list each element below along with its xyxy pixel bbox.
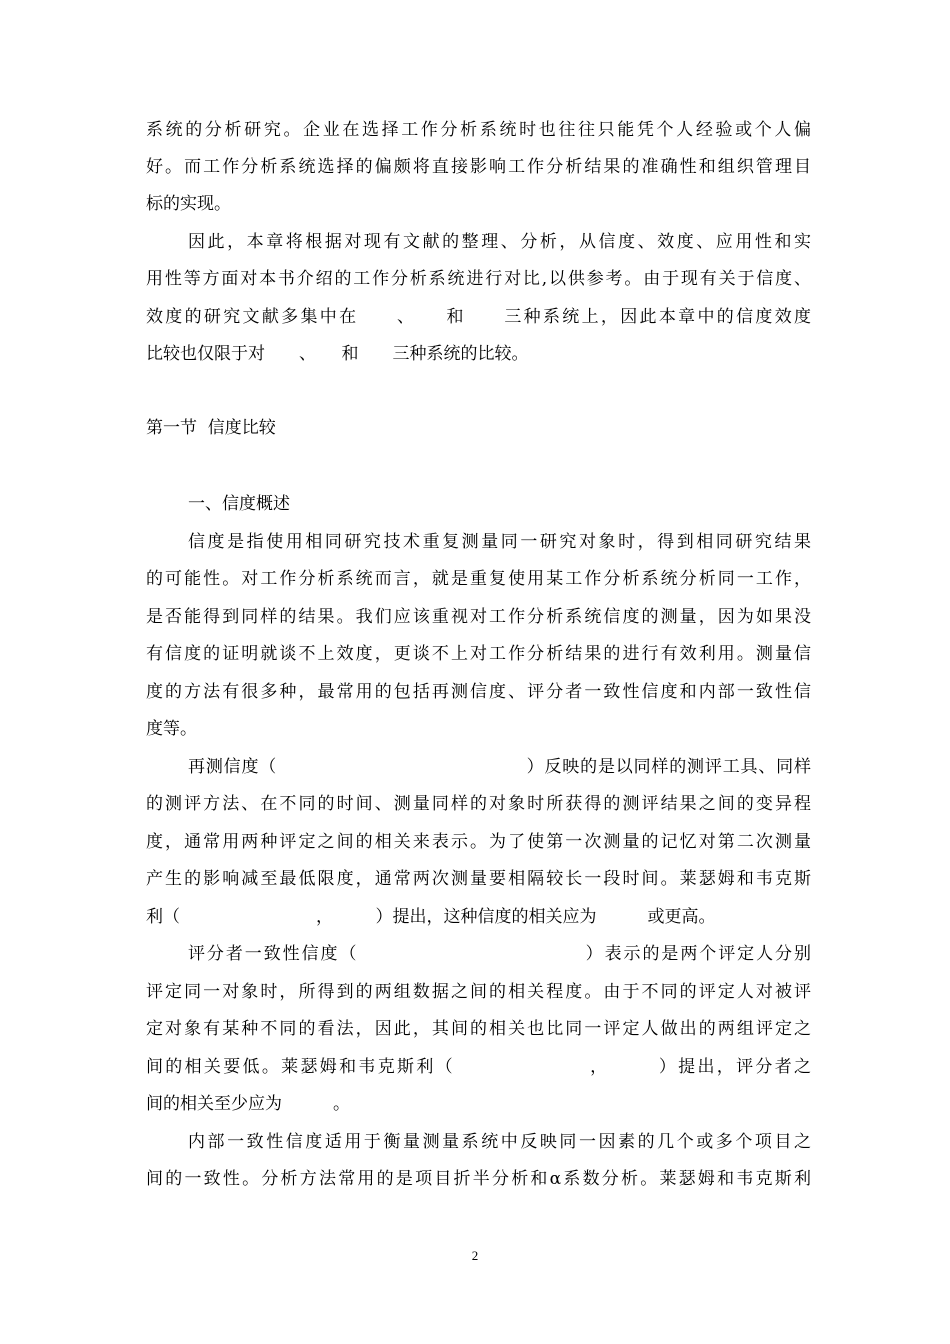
body-text-line: 度等。 [146,719,197,739]
body-text-line: 是否能得到同样的结果。我们应该重视对工作分析系统信度的测量，因为如果没 [146,607,811,627]
subsection-heading: 一、信度概述 [188,494,290,514]
body-text-line: 评分者一致性信度（ ）表示的是两个评定人分别 [188,944,811,964]
body-text-line: 度的方法有很多种，最常用的包括再测信度、评分者一致性信度和内部一致性信 [146,682,811,702]
body-text-line: 评定同一对象时，所得到的两组数据之间的相关程度。由于不同的评定人对被评 [146,982,811,1002]
body-text-line: 定对象有某种不同的看法，因此，其间的相关也比同一评定人做出的两组评定之 [146,1019,811,1039]
body-text-line: 因此，本章将根据对现有文献的整理、分析，从信度、效度、应用性和实 [188,232,811,252]
body-text-line: 间的相关至少应为 。 [146,1094,350,1114]
body-text-line: 间的一致性。分析方法常用的是项目折半分析和α系数分析。莱瑟姆和韦克斯利 [146,1169,811,1189]
body-text-line: 产生的影响减至最低限度，通常两次测量要相隔较长一段时间。莱瑟姆和韦克斯 [146,869,811,889]
body-text-line: 效度的研究文献多集中在 、 和 三种系统上，因此本章中的信度效度 [146,307,811,327]
body-text-line: 利（ ， ）提出，这种信度的相关应为 或更高。 [146,907,716,927]
section-heading: 第一节 信度比较 [146,418,276,438]
body-text-line: 用性等方面对本书介绍的工作分析系统进行对比,以供参考。由于现有关于信度、 [146,269,811,289]
body-text-line: 间的相关要低。莱瑟姆和韦克斯利（ ， ）提出，评分者之 [146,1057,811,1077]
body-text-line: 度，通常用两种评定之间的相关来表示。为了使第一次测量的记忆对第二次测量 [146,832,811,852]
body-text-line: 有信度的证明就谈不上效度，更谈不上对工作分析结果的进行有效利用。测量信 [146,644,811,664]
body-text-line: 信度是指使用相同研究技术重复测量同一研究对象时，得到相同研究结果 [188,532,811,552]
body-text-line: 再测信度（ ）反映的是以同样的测评工具、同样 [188,757,811,777]
body-text-line: 比较也仅限于对 、 和 三种系统的比较。 [146,344,529,364]
body-text-line: 的测评方法、在不同的时间、测量同样的对象时所获得的测评结果之间的变异程 [146,794,811,814]
body-text-line: 系统的分析研究。企业在选择工作分析系统时也往往只能凭个人经验或个人偏 [146,120,811,140]
body-text-line: 内部一致性信度适用于衡量测量系统中反映同一因素的几个或多个项目之 [188,1132,811,1152]
body-text-line: 好。而工作分析系统选择的偏颇将直接影响工作分析结果的准确性和组织管理目 [146,157,811,177]
body-text-line: 的可能性。对工作分析系统而言，就是重复使用某工作分析系统分析同一工作， [146,569,811,589]
page-number: 2 [471,1248,479,1263]
body-text-line: 标的实现。 [146,194,231,214]
